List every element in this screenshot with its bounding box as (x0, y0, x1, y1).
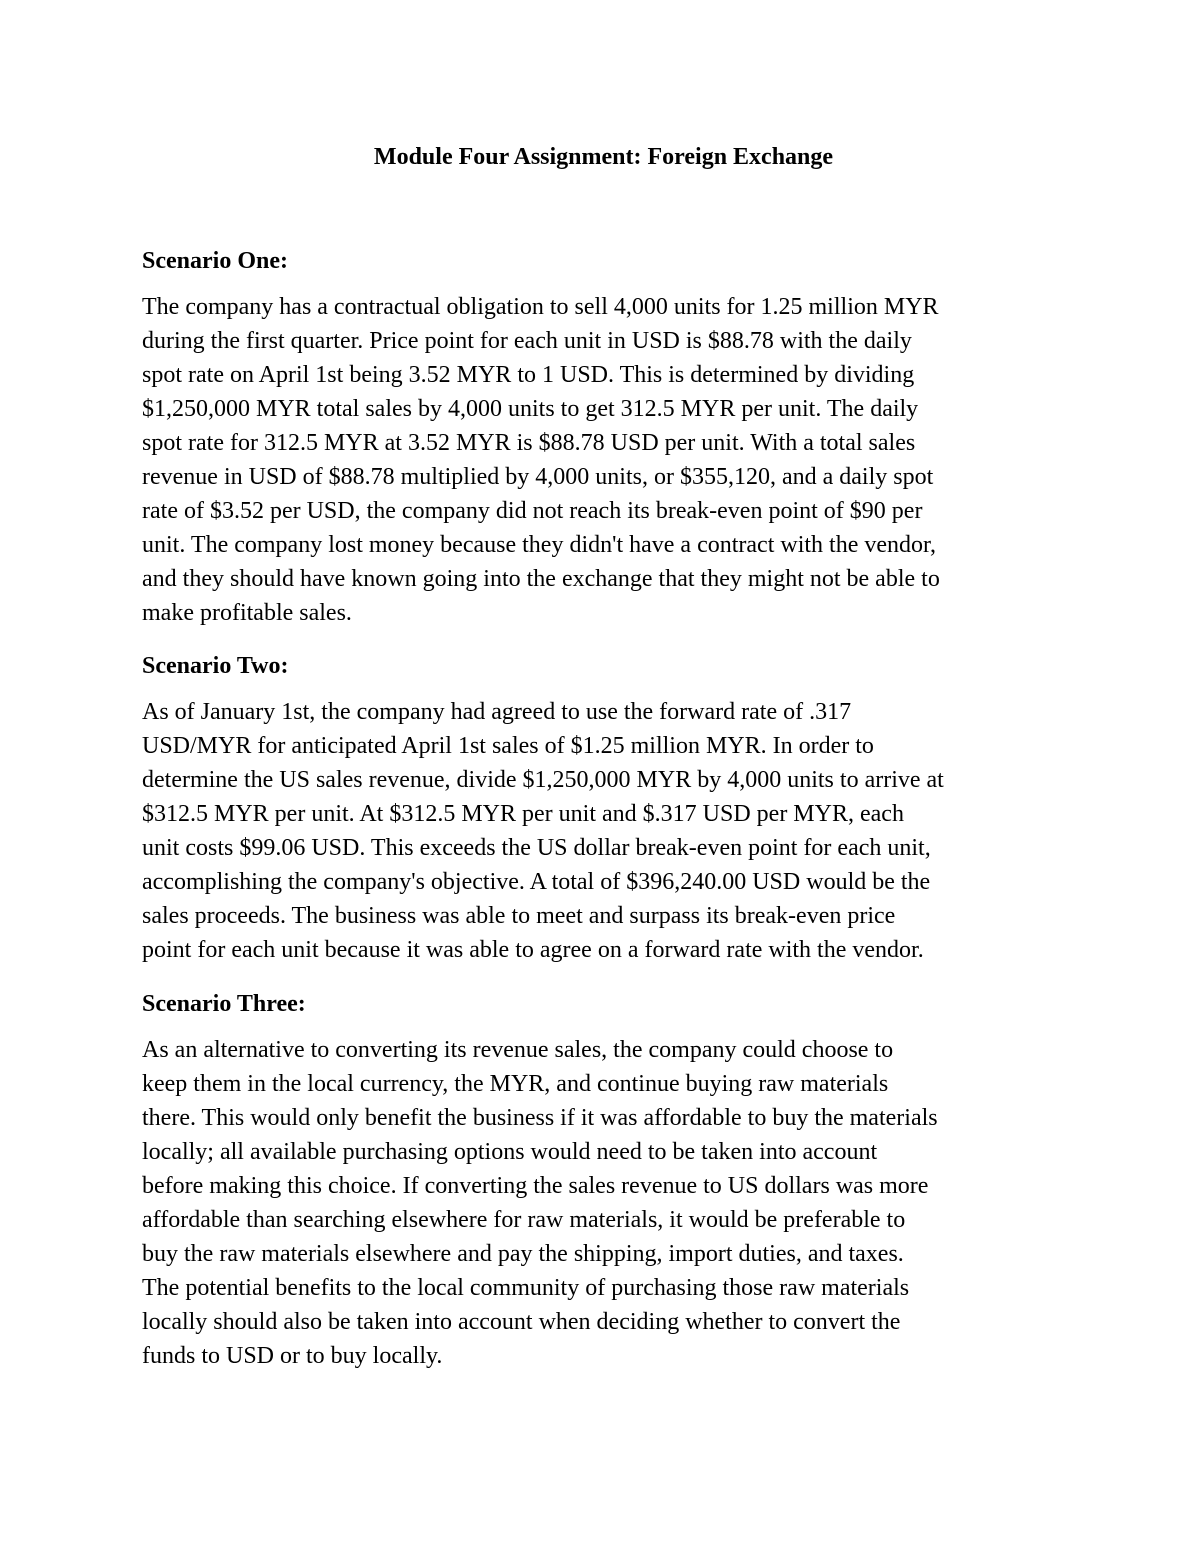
section-body (142, 695, 1067, 967)
text-line: during the first quarter. Price point for each unit in USD is $88.78 with the daily (142, 328, 912, 354)
text-line: and they should have known going into the exchange that they might not be able to (142, 566, 940, 592)
text-line: spot rate for 312.5 MYR at 3.52 MYR is $88.78 USD per unit. With a total sales (142, 430, 916, 456)
text-line: spot rate on April 1st being 3.52 MYR to 1 USD. This is determined by dividing (142, 362, 915, 388)
text-line: rate of $3.52 per USD, the company did not reach its break-even point of $90 per (142, 498, 923, 524)
text-line: before making this choice. If converting the sales revenue to US dollars was more (142, 1173, 929, 1199)
text-line: funds to USD or to buy locally. (142, 1343, 443, 1369)
section-scenario-three (142, 987, 1067, 1373)
section-body (142, 290, 1067, 630)
text-line: The company has a contractual obligation to sell 4,000 units for 1.25 million MYR (142, 294, 939, 320)
text-line: keep them in the local currency, the MYR, and continue buying raw materials (142, 1071, 889, 1097)
section-heading: Scenario Two: (142, 653, 289, 679)
text-line: determine the US sales revenue, divide $1,250,000 MYR by 4,000 units to arrive at (142, 767, 944, 793)
text-line: unit costs $99.06 USD. This exceeds the US dollar break-even point for each unit, (142, 835, 931, 861)
text-line: locally should also be taken into account when deciding whether to convert the (142, 1309, 901, 1335)
text-line: $1,250,000 MYR total sales by 4,000 units to get 312.5 MYR per unit. The daily (142, 396, 919, 422)
text-line: $312.5 MYR per unit. At $312.5 MYR per unit and $.317 USD per MYR, each (142, 801, 904, 827)
text-line: make profitable sales. (142, 600, 352, 626)
text-line: The potential benefits to the local community of purchasing those raw materials (142, 1275, 910, 1301)
section-scenario-two (142, 649, 1067, 967)
text-line: USD/MYR for anticipated April 1st sales of $1.25 million MYR. In order to (142, 733, 874, 759)
text-line: sales proceeds. The business was able to meet and surpass its break-even price (142, 903, 896, 929)
text-line: affordable than searching elsewhere for raw materials, it would be preferable to (142, 1207, 906, 1233)
text-line: buy the raw materials elsewhere and pay the shipping, import duties, and taxes. (142, 1241, 904, 1267)
text-line: As an alternative to converting its revenue sales, the company could choose to (142, 1037, 894, 1063)
section-scenario-one (142, 244, 1067, 630)
document-content (142, 140, 1067, 1369)
text-line: accomplishing the company's objective. A total of $396,240.00 USD would be the (142, 869, 931, 895)
text-line: point for each unit because it was able to agree on a forward rate with the vendor. (142, 937, 924, 963)
text-line: revenue in USD of $88.78 multiplied by 4,000 units, or $355,120, and a daily spot (142, 464, 934, 490)
text-line: there. This would only benefit the business if it was affordable to buy the materials (142, 1105, 938, 1131)
section-heading: Scenario One: (142, 248, 288, 274)
text-line: locally; all available purchasing options would need to be taken into account (142, 1139, 878, 1165)
section-body (142, 1033, 1067, 1373)
text-line: As of January 1st, the company had agreed to use the forward rate of .317 (142, 699, 852, 725)
section-heading: Scenario Three: (142, 991, 306, 1017)
text-line: unit. The company lost money because they didn't have a contract with the vendor, (142, 532, 937, 558)
document-title: Module Four Assignment: Foreign Exchange (373, 144, 834, 170)
